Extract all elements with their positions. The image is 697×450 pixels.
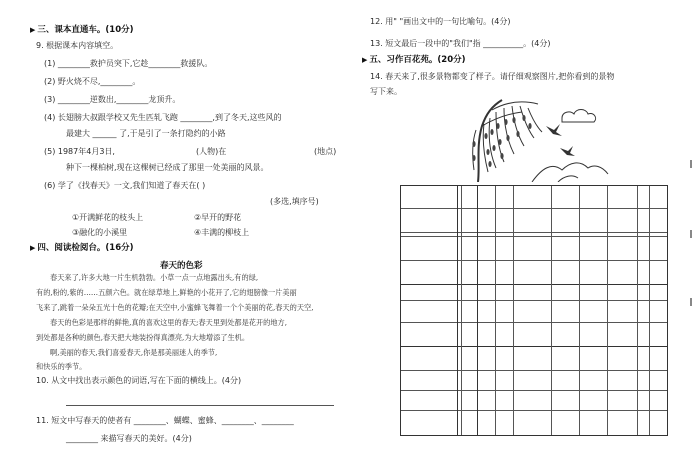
q14-line-1: 14. 春天来了,很多景物都变了样子。请仔细观察图片,把你看到的景物 xyxy=(370,72,615,81)
q12-text: 12. 用" "画出文中的一句比喻句。(4分) xyxy=(370,17,511,26)
q9-option-1: ①开满鲜花的枝头上 xyxy=(72,213,144,222)
q10-answer-line[interactable] xyxy=(66,405,334,406)
passage-line-3: 飞来了,跳着一朵朵五光十色的花瓣;在天空中,小蜜蜂飞舞着一个个美丽的花,春天的天空, xyxy=(36,303,314,312)
q9-stem: 9. 根据课本内容填空。 xyxy=(36,41,119,50)
q9-line-5c: (地点) xyxy=(314,147,337,156)
q11-line-1: 11. 短文中写春天的使者有 ________、蝴蝶、蜜蜂、________、________ xyxy=(36,416,294,425)
q9-line-1: (1) ________救护员突下,它趁________救援队。 xyxy=(44,59,213,68)
q9-line-4b: 最建大 ______ 了,于是引了一条打隐约的小路 xyxy=(66,129,226,138)
passage-line-4: 春天的色彩是那样的鲜艳,真的喜欢这里的春天;春天里到处都是花开的地方, xyxy=(50,318,287,327)
q13-text: 13. 短文最后一段中的"我们"指 __________。(4分) xyxy=(370,39,551,48)
section-4-title: ▶ 四、阅读检阅台。(16分) xyxy=(30,243,134,253)
q9-line-3: (3) ________逆数出,________龙顶升。 xyxy=(44,95,181,104)
composition-writing-grid[interactable] xyxy=(400,185,668,436)
triangle-icon: ▶ xyxy=(362,56,368,64)
q9-line-4: (4) 长翅膀大叔跟学校又先生匹轧飞跑 ________,到了冬天,这些风的 xyxy=(44,113,282,122)
passage-line-2: 有的,粉的,紫的……五颜六色。就在绿草地上,鲜艳的小花开了,它的翅膀像一片美丽 xyxy=(36,288,297,297)
q9-line-5b: (人物)在 xyxy=(196,147,227,156)
passage-line-6: 啊,美丽的春天,我们喜爱春天,你是那美丽迷人的季节, xyxy=(50,348,218,357)
q10-text: 10. 从文中找出表示颜色的词语,写在下面的横线上。(4分) xyxy=(36,376,242,385)
scan-edge-mark xyxy=(690,160,692,168)
passage-line-1: 春天来了,许多大地一片生机勃勃。小草一点一点地露出头,有的绿, xyxy=(50,273,259,282)
triangle-icon: ▶ xyxy=(30,244,36,252)
q11-line-2: ________ 来描写春天的美好。(4分) xyxy=(66,434,192,443)
q9-line-2: (2) 野火烧不尽,________。 xyxy=(44,77,141,86)
q9-option-4: ④丰满的柳枝上 xyxy=(194,228,250,237)
q9-option-3: ③融化的小溪里 xyxy=(72,228,128,237)
q9-choose-note: (多选,填序号) xyxy=(270,197,319,206)
scan-edge-mark xyxy=(690,298,692,306)
q9-line-5a: (5) 1987年4月3日, xyxy=(44,147,115,156)
passage-title: 春天的色彩 xyxy=(160,261,203,271)
scan-edge-mark xyxy=(690,230,692,238)
section-5-title: ▶ 五、习作百花苑。(20分) xyxy=(362,55,466,65)
spring-willow-illustration xyxy=(462,96,612,182)
passage-line-5: 到处都是各种的颜色,春天把大地装扮得真漂亮,为大地增添了生机。 xyxy=(36,333,250,342)
section-3-title: ▶ 三、课本直通车。(10分) xyxy=(30,25,134,35)
q9-option-2: ②早开的野花 xyxy=(194,213,242,222)
q9-line-5d: 种下一棵柏树,现在这棵树已经成了那里一处美丽的风景。 xyxy=(66,163,269,172)
triangle-icon: ▶ xyxy=(30,26,36,34)
q14-line-2: 写下来。 xyxy=(370,87,402,96)
q9-line-6: (6) 学了《找春天》一文,我们知道了春天在( ) xyxy=(44,181,206,190)
passage-line-7: 和快乐的季节。 xyxy=(36,362,87,371)
